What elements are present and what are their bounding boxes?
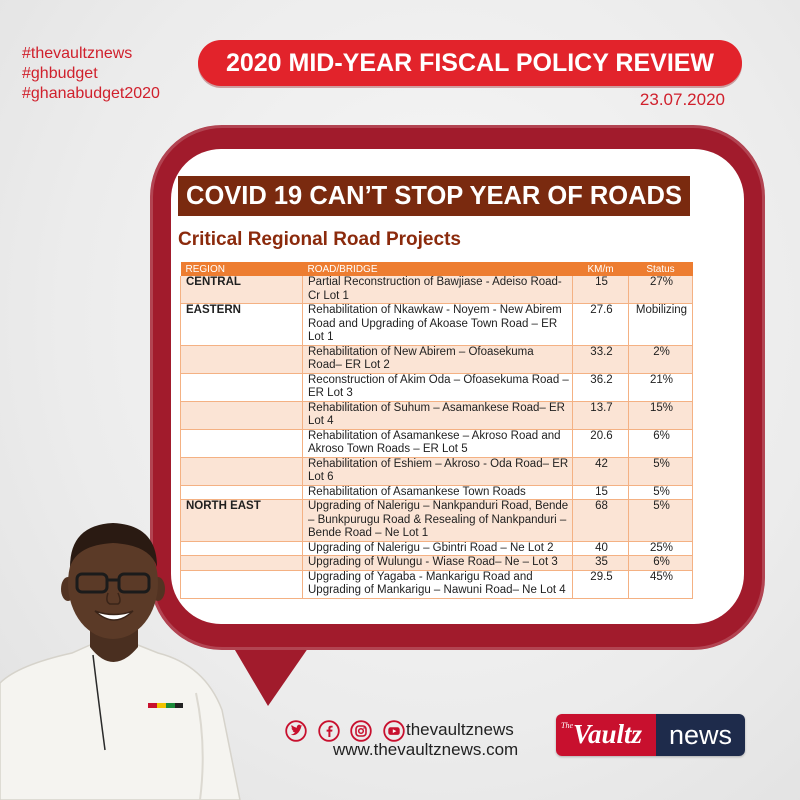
cell-status: Mobilizing	[629, 304, 693, 346]
cell-road: Upgrading of Nalerigu – Nankpanduri Road, Bende – Bunkpurugu Road & Resealing of Nankpanduri – Bende Road – Ne Lot 1	[303, 500, 573, 542]
cell-km: 15	[573, 485, 629, 500]
cell-status: 5%	[629, 485, 693, 500]
cell-km: 29.5	[573, 570, 629, 598]
cell-km: 20.6	[573, 429, 629, 457]
cell-status: 6%	[629, 429, 693, 457]
cell-km: 36.2	[573, 373, 629, 401]
cell-road: Reconstruction of Akim Oda – Ofoasekuma Road – ER Lot 3	[303, 373, 573, 401]
logo-brand: Vaultz	[573, 719, 643, 749]
cell-status: 2%	[629, 345, 693, 373]
facebook-icon[interactable]	[318, 720, 340, 742]
cell-region	[181, 345, 303, 373]
logo-red-block	[556, 714, 656, 756]
logo-suffix: news	[668, 719, 733, 750]
cell-status: 5%	[629, 500, 693, 542]
table-header	[181, 262, 693, 276]
cell-road: Upgrading of Yagaba - Mankarigu Road and Upgrading of Mankarigu – Nawuni Road– Ne Lot 4	[303, 570, 573, 598]
cell-road: Rehabilitation of Suhum – Asamankese Road– ER Lot 4	[303, 401, 573, 429]
cell-km: 68	[573, 500, 629, 542]
headline-banner	[178, 176, 690, 216]
cell-status: 45%	[629, 570, 693, 598]
table-row	[181, 429, 693, 457]
header-date: 23.07.2020	[639, 90, 725, 109]
table-row	[181, 541, 693, 556]
section-title: Critical Regional Road Projects	[178, 229, 461, 250]
social-links	[285, 720, 405, 742]
table-body	[181, 276, 693, 598]
cell-status: 6%	[629, 556, 693, 571]
column-header-road: ROAD/BRIDGE	[303, 262, 573, 276]
cell-region: CENTRAL	[181, 276, 303, 304]
table-row	[181, 345, 693, 373]
cell-region	[181, 373, 303, 401]
cell-road: Upgrading of Wulungu - Wiase Road– Ne – Lot 3	[303, 556, 573, 571]
table-row	[181, 500, 693, 542]
cell-road: Rehabilitation of Asamankese – Akroso Road and Akroso Town Roads – ER Lot 5	[303, 429, 573, 457]
column-header-region: REGION	[181, 262, 303, 276]
column-header-status: Status	[629, 262, 693, 276]
cell-region	[181, 485, 303, 500]
table-row	[181, 556, 693, 571]
vaultz-news-logo	[556, 714, 745, 756]
table-row	[181, 401, 693, 429]
youtube-icon[interactable]	[383, 720, 405, 742]
cell-km: 40	[573, 541, 629, 556]
cell-road: Upgrading of Nalerigu – Gbintri Road – Ne Lot 2	[303, 541, 573, 556]
header-title: 2020 MID-YEAR FISCAL POLICY REVIEW	[225, 48, 715, 77]
cell-status: 5%	[629, 457, 693, 485]
cell-road: Rehabilitation of Eshiem – Akroso - Oda Road– ER Lot 6	[303, 457, 573, 485]
table-row	[181, 304, 693, 346]
hashtag: #thevaultznews	[22, 45, 133, 62]
cell-status: 25%	[629, 541, 693, 556]
cell-km: 42	[573, 457, 629, 485]
cell-region	[181, 570, 303, 598]
cell-road: Partial Reconstruction of Bawjiase - Adeiso Road-Cr Lot 1	[303, 276, 573, 304]
logo-navy-block	[656, 714, 745, 756]
cell-region: EASTERN	[181, 304, 303, 346]
cell-region	[181, 541, 303, 556]
hashtag: #ghbudget	[22, 65, 98, 82]
cell-km: 35	[573, 556, 629, 571]
cell-km: 13.7	[573, 401, 629, 429]
cell-region	[181, 429, 303, 457]
cell-km: 27.6	[573, 304, 629, 346]
table-row	[181, 457, 693, 485]
road-projects-table	[180, 262, 693, 599]
cell-region	[181, 457, 303, 485]
table-row	[181, 485, 693, 500]
social-handle[interactable]: thevaultznews	[406, 720, 514, 739]
table-header-row	[181, 262, 693, 276]
table-row	[181, 276, 693, 304]
cell-status: 15%	[629, 401, 693, 429]
cell-status: 21%	[629, 373, 693, 401]
cell-status: 27%	[629, 276, 693, 304]
cell-region	[181, 401, 303, 429]
twitter-icon[interactable]	[285, 720, 307, 742]
cell-road: Rehabilitation of New Abirem – Ofoasekuma Road– ER Lot 2	[303, 345, 573, 373]
cell-road: Rehabilitation of Nkawkaw - Noyem - New Abirem Road and Upgrading of Akoase Town Road – ER Lot 1	[303, 304, 573, 346]
table-row	[181, 570, 693, 598]
logo-prefix: The	[561, 721, 573, 730]
instagram-icon[interactable]	[350, 720, 372, 742]
table-row	[181, 373, 693, 401]
hashtag: #ghanabudget2020	[22, 85, 160, 102]
cell-km: 33.2	[573, 345, 629, 373]
cell-region: NORTH EAST	[181, 500, 303, 542]
cell-km: 15	[573, 276, 629, 304]
cell-region	[181, 556, 303, 571]
column-header-km: KM/m	[573, 262, 629, 276]
website-link[interactable]: www.thevaultznews.com	[333, 740, 519, 759]
cell-road: Rehabilitation of Asamankese Town Roads	[303, 485, 573, 500]
flag-pin	[148, 703, 183, 708]
headline-title: COVID 19 CAN’T STOP YEAR OF ROADS	[186, 181, 682, 210]
